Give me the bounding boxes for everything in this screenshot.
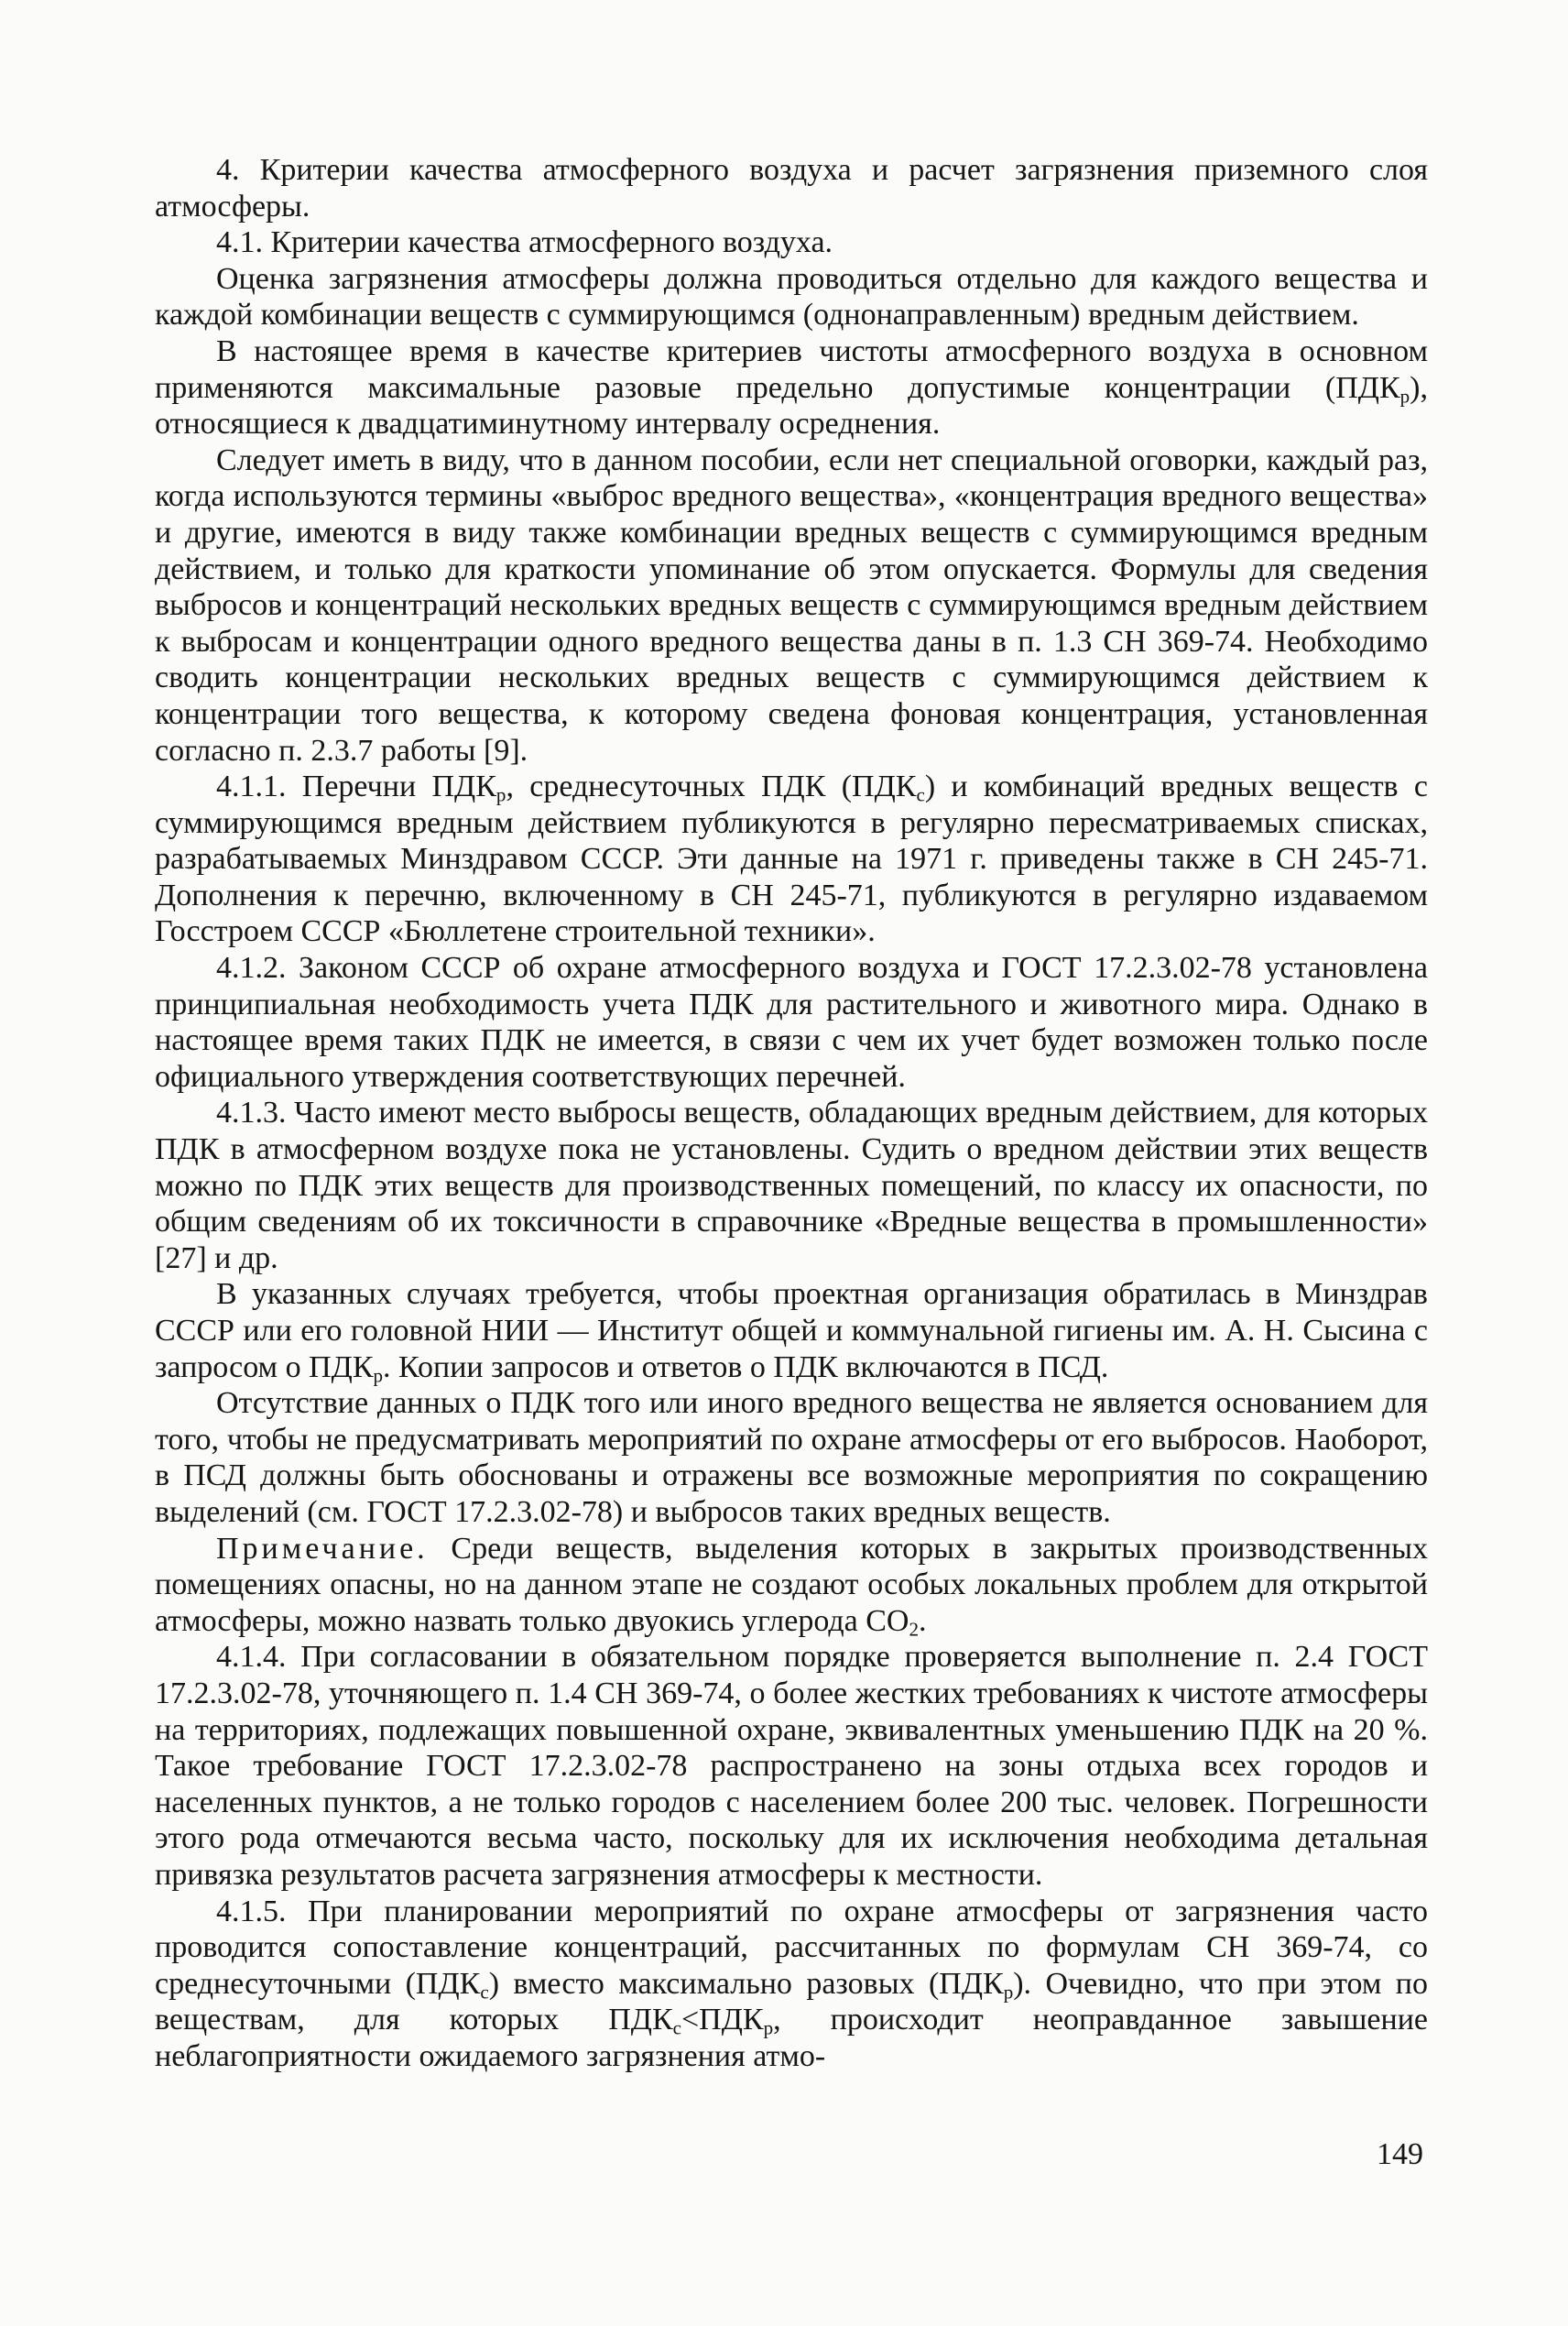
text-run: .: [919, 1603, 927, 1638]
page-number: 149: [1377, 2137, 1423, 2171]
paragraph-absence-of-data: Отсутствие данных о ПДК того или иного вредного вещества не является основанием для того, чтобы не предусматривать мероприятий по охране атмосферы от его выбросов. Наоборот, в ПСД должны быть обоснованы и отражены все возможные мероприятия по сокращению выделений (см. ГОСТ 17.2.3.02-78) и выбросов таких вредных веществ.: [155, 1386, 1428, 1529]
text-run: , среднесуточных ПДК (ПДК: [506, 770, 917, 804]
text-run: 4.1.5. При планировании мероприятий по охране атмосферы от загрязнения часто проводится сопоставление концентраций, рассчитанных по формулам СН 369-74, со среднесуточными (ПДК: [155, 1894, 1428, 2001]
subscript: с: [480, 1980, 489, 2003]
text-run: . Копии запросов и ответов о ПДК включаются в ПСД.: [383, 1349, 1109, 1384]
text-run: 4.1.1. Перечни ПДК: [216, 770, 496, 804]
subscript: с: [916, 783, 925, 806]
text-run: ). Очевидно, что при этом по веществам, для которых ПДК: [155, 1966, 1429, 2037]
paragraph-request: [155, 1276, 1428, 1385]
paragraph-4-1-3: 4.1.3. Часто имеют место выбросы веществ, обладающих вредным действием, для которых ПДК в атмосферном воздухе пока не установлены. Судить о вредном действии этих веществ можно по ПДК этих веществ для производственных помещений, по классу их опасности, по общим сведениям об их токсичности в справочнике «Вредные вещества в промышленности» [27] и др.: [155, 1096, 1428, 1275]
text-run: ) и комбинаций вредных веществ с суммирующимся вредным действием публикуются в регулярно пересматриваемых списках, разрабатываемых Минздравом СССР. Эти данные на 1971 г. приведены также в СН 245-71. Дополнения к перечню, включенному в СН 245-71, публикуются в регулярно издаваемом Госстроем СССР «Бюллетене строительной техники».: [155, 770, 1428, 949]
paragraph-remark: [155, 1531, 1428, 1640]
page-body-text: [155, 152, 1428, 2074]
paragraph-4-1-2: 4.1.2. Законом СССР об охране атмосферного воздуха и ГОСТ 17.2.3.02-78 установлена принципиальная необходимость учета ПДК для растительного и животного мира. Однако в настоящее время таких ПДК не имеется, в связи с чем их учет будет возможен только после официального утверждения соответствующих перечней.: [155, 951, 1428, 1094]
text-run: ) вместо максимально разовых (ПДК: [488, 1966, 1004, 2001]
subscript: с: [672, 2016, 681, 2039]
paragraph-4-1-1: [155, 769, 1428, 950]
paragraph-4-1-4: 4.1.4. При согласовании в обязательном порядке проверяется выполнение п. 2.4 ГОСТ 17.2.3.02-78, уточняющего п. 1.4 СН 369-74, о более жестких требованиях к чистоте атмосферы на территориях, подлежащих повышенной охране, эквивалентных уменьшению ПДК на 20 %. Такое требование ГОСТ 17.2.3.02-78 распространено на зоны отдыха всех городов и населенных пунктов, а не только городов с населением более 200 тыс. человек. Погрешности этого рода отмечаются весьма часто, поскольку для их исключения необходима детальная привязка результатов расчета загрязнения атмосферы к местности.: [155, 1640, 1428, 1892]
text-run: В указанных случаях требуется, чтобы проектная организация обратилась в Минздрав СССР или его головной НИИ — Институт общей и коммунальной гигиены им. А. Н. Сысина с запросом о ПДК: [155, 1277, 1428, 1384]
text-run: ), относящиеся к двадцатиминутному интервалу осреднения.: [155, 370, 1428, 442]
remark-label: Примечание.: [216, 1531, 429, 1566]
subscript: р: [373, 1363, 384, 1386]
text-run: , происходит неоправданное завышение неблагоприятности ожидаемого загрязнения атмо-: [155, 2003, 1428, 2073]
paragraph-4-1-5: [155, 1894, 1428, 2075]
text-run: Среди веществ, выделения которых в закрытых производственных помещениях опасны, но на данном этапе не создают особых локальных проблем для открытой атмосферы, можно назвать только двуокись углерода СО: [155, 1531, 1428, 1638]
text-run: В настоящее время в качестве критериев чистоты атмосферного воздуха в основном применяются максимальные разовые предельно допустимые концентрации (ПДК: [155, 333, 1428, 405]
subscript: 2: [909, 1618, 920, 1641]
paragraph-criteria: [155, 333, 1428, 442]
paragraph-assessment: Оценка загрязнения атмосферы должна проводиться отдельно для каждого вещества и каждой комбинации веществ с суммирующимся (однонаправленным) вредным действием.: [155, 261, 1428, 333]
subscript: р: [763, 2016, 774, 2039]
subscript: р: [1399, 384, 1410, 407]
text-run: <ПДК: [681, 2003, 764, 2037]
subscript: р: [495, 783, 506, 806]
section-4-heading: 4. Критерии качества атмосферного воздуха и расчет загрязнения приземного слоя атмосферы.: [155, 153, 1428, 224]
section-4-1-heading: 4.1. Критерии качества атмосферного воздуха.: [216, 225, 833, 260]
paragraph-note-on-terms: Следует иметь в виду, что в данном пособии, если нет специальной оговорки, каждый раз, когда используются термины «выброс вредного вещества», «концентрация вредного вещества» и другие, имеются в виду также комбинации вредных веществ с суммирующимся вредным действием, и только для краткости упоминание об этом опускается. Формулы для сведения выбросов и концентраций нескольких вредных веществ с суммирующимся вредным действием к выбросам и концентрации одного вредного вещества даны в п. 1.3 СН 369-74. Необходимо сводить концентрации нескольких вредных веществ с суммирующимся действием к концентрации того вещества, к которому сведена фоновая концентрация, установленная согласно п. 2.3.7 работы [9].: [155, 442, 1428, 768]
subscript: р: [1003, 1980, 1014, 2003]
